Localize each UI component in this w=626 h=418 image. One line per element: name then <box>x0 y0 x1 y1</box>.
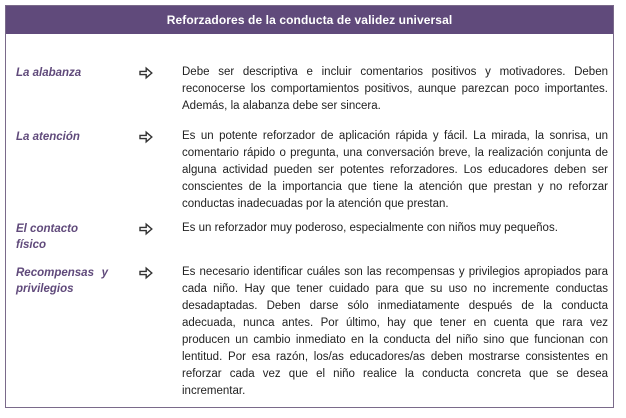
row-term: La alabanza <box>16 67 82 79</box>
arrow-right-icon <box>139 266 153 280</box>
arrow-right-icon <box>139 66 153 80</box>
arrow-right-icon <box>139 130 153 144</box>
arrow-right-icon <box>139 222 153 236</box>
row-term: Recompensas y privilegios <box>16 267 108 295</box>
row-term: El contacto físico <box>16 223 78 251</box>
row-description: Es necesario identificar cuáles son las recompensas y privilegios apropiados para cada niño. Hay que tener cuidado para que su uso no incremente conductas desadaptadas. Deben darse sólo inmediatamente después de la conducta adecuada, nunca antes. Por último, hay que tener en cuenta que rara vez producen un cambio inmediato en la conducta del niño sino que funcionan con lentitud. Por esa razón, los/as educadores/as deben mostrarse consistentes en reforzar cada vez que el niño realice la conducta concreta que se desea incrementar. <box>182 266 608 397</box>
row-description: Es un reforzador muy poderoso, especialmente con niños muy pequeños. <box>182 222 558 234</box>
table-frame <box>5 5 614 408</box>
row-description: Es un potente reforzador de aplicación rápida y fácil. La mirada, la sonrisa, un comentario rápido o pregunta, una conversación breve, la realización conjunta de alguna actividad pueden ser potentes reforzadores. Los educadores deben ser conscientes de la importancia que tiene la atención que prestan y no reforzar conductas inadecuadas por la atención que prestan. <box>182 130 608 210</box>
row-term: La atención <box>16 131 80 143</box>
row-description: Debe ser descriptiva e incluir comentarios positivos y motivadores. Deben reconocerse los comportamientos positivos, aunque parezcan poco importantes. Además, la alabanza debe ser sincera. <box>182 66 608 112</box>
table-title: Reforzadores de la conducta de validez universal <box>6 6 613 34</box>
